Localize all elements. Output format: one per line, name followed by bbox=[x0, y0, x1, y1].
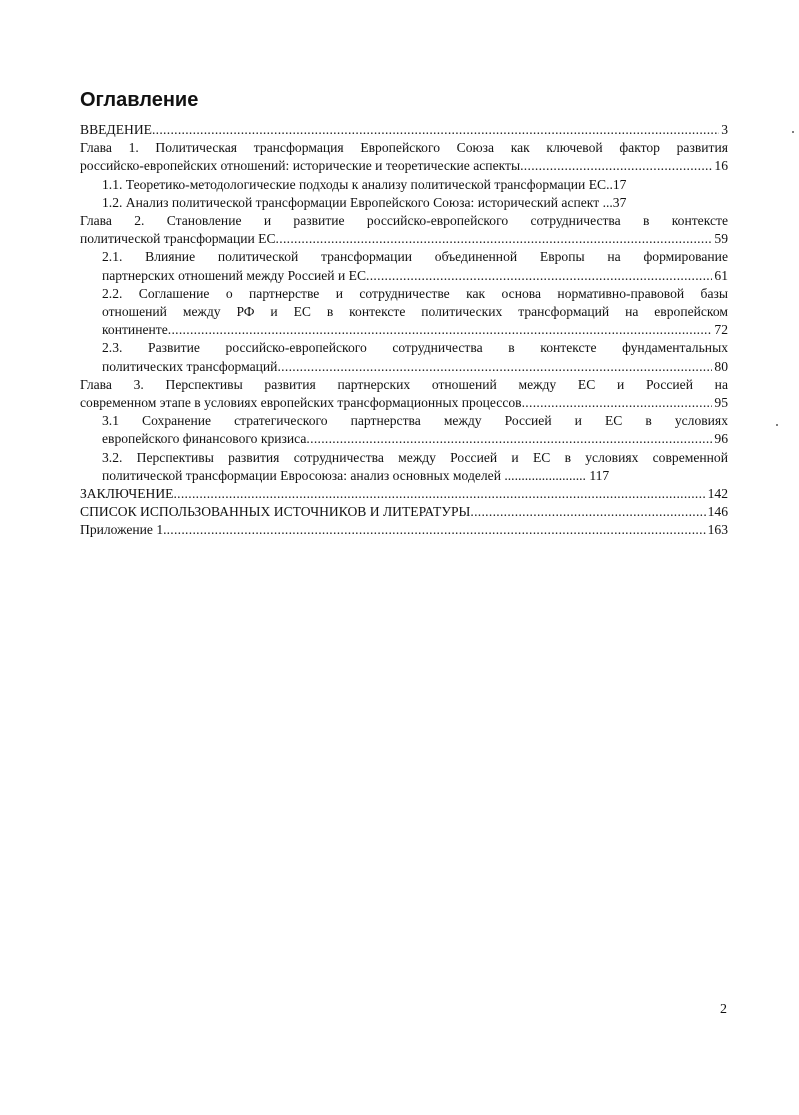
toc-entry-title-line-2: отношений между РФ и ЕС в контексте политических трансформаций на европейском bbox=[102, 304, 728, 320]
toc-entry-page: 16 bbox=[714, 158, 728, 174]
toc-entry-page: 96 bbox=[714, 431, 728, 447]
toc-entry-title-line-1: 2.3. Развитие российско-европейского сотрудничества в контексте фундаментальных bbox=[102, 340, 728, 356]
toc-entry-title: Приложение 1. bbox=[80, 522, 167, 538]
toc-entry-page: 146 bbox=[707, 504, 728, 520]
toc-entry-page: 61 bbox=[714, 267, 728, 283]
toc-entry-title-line-1: Глава 2. Становление и развитие российско-европейского сотрудничества в контексте bbox=[80, 213, 728, 229]
page-number: 2 bbox=[720, 1002, 727, 1017]
toc-entry-title: СПИСОК ИСПОЛЬЗОВАННЫХ ИСТОЧНИКОВ И ЛИТЕРАТУРЫ bbox=[80, 504, 471, 520]
dot-leader bbox=[470, 503, 705, 521]
toc-entry-section-2-3[interactable] bbox=[80, 339, 728, 375]
toc-entry-chapter-3[interactable] bbox=[80, 376, 728, 412]
toc-entry-section-2-1[interactable] bbox=[80, 248, 728, 284]
dot-leader bbox=[306, 430, 712, 448]
toc-entry-title-line-1: Глава 1. Политическая трансформация Европейского Союза как ключевой фактор развития bbox=[80, 140, 728, 156]
toc-entry-title-line-2: современном этапе в условиях европейских трансформационных процессов bbox=[80, 395, 522, 411]
dot-leader bbox=[173, 485, 705, 503]
toc-entry-title: ВВЕДЕНИЕ bbox=[80, 122, 152, 137]
toc-entry-appendix[interactable] bbox=[80, 521, 728, 539]
toc-entry-title-line-3: континенте bbox=[102, 322, 168, 338]
toc-entry-page: 95 bbox=[714, 395, 728, 411]
dot-leader bbox=[366, 267, 712, 285]
toc-entry-title-line-1: 2.2. Соглашение о партнерстве и сотрудничестве как основа нормативно-правовой базы bbox=[102, 285, 728, 301]
toc-entry-title-line-2: политической трансформации Евросоюза: анализ основных моделей ........................ 117 bbox=[102, 467, 610, 483]
dot-leader bbox=[152, 121, 719, 139]
toc-entry-section-2-2[interactable] bbox=[80, 285, 728, 340]
toc-entry-section-3-2[interactable] bbox=[80, 449, 728, 485]
dot-leader bbox=[276, 230, 713, 248]
toc-entry-sources[interactable] bbox=[80, 503, 728, 521]
toc-entry-title-line-1: Глава 3. Перспективы развития партнерских отношений между ЕС и Россией на bbox=[80, 376, 728, 392]
dot-leader bbox=[522, 394, 713, 412]
toc-entry-section-1-2[interactable] bbox=[80, 194, 728, 212]
toc-entry-title-line-1: 2.1. Влияние политической трансформации объединенной Европы на формирование bbox=[102, 249, 728, 265]
toc-entry-page: 163 bbox=[707, 522, 728, 538]
toc-entry-introduction[interactable] bbox=[80, 121, 728, 139]
toc-entry-page: 80 bbox=[714, 358, 728, 374]
dot-leader bbox=[520, 157, 712, 175]
toc-entry-title-line-2: европейского финансового кризиса bbox=[102, 431, 307, 447]
scan-speck bbox=[776, 424, 778, 426]
toc-entry-page: 59 bbox=[714, 231, 728, 247]
toc-entry-title-line-2: партнерских отношений между Россией и ЕС bbox=[102, 267, 367, 283]
toc-entry-title-line-2: политических трансформаций bbox=[102, 358, 278, 374]
toc-entry-page: 72 bbox=[714, 322, 728, 338]
dot-leader bbox=[277, 358, 712, 376]
toc-entry-title-line-2: российско-европейских отношений: исторические и теоретические аспекты bbox=[80, 158, 521, 174]
toc-entry-page: 142 bbox=[707, 486, 728, 502]
toc-entry-title-line-1: 3.2. Перспективы развития сотрудничества между Россией и ЕС в условиях современной bbox=[102, 449, 728, 465]
toc-heading: Оглавление bbox=[80, 89, 199, 111]
toc-entry-chapter-1[interactable] bbox=[80, 139, 728, 175]
toc-entry-title-line-1: 3.1 Сохранение стратегического партнерства между Россией и ЕС в условиях bbox=[102, 413, 728, 429]
toc-entry-page: 3 bbox=[721, 122, 728, 137]
toc-entry-title: 1.1. Теоретико-методологические подходы к анализу политической трансформации ЕС..17 bbox=[102, 176, 627, 192]
scan-speck bbox=[792, 131, 794, 133]
toc-entry-section-3-1[interactable] bbox=[80, 412, 728, 448]
toc-entry-title: ЗАКЛЮЧЕНИЕ bbox=[80, 486, 174, 502]
toc-entry-section-1-1[interactable] bbox=[80, 176, 728, 194]
toc-entry-title: 1.2. Анализ политической трансформации Европейского Союза: исторический аспект ...37 bbox=[102, 194, 627, 210]
table-of-contents bbox=[80, 121, 728, 540]
toc-entry-title-line-2: политической трансформации ЕС bbox=[80, 231, 276, 247]
dot-leader bbox=[168, 321, 713, 339]
dot-leader bbox=[167, 521, 706, 539]
toc-entry-chapter-2[interactable] bbox=[80, 212, 728, 248]
toc-entry-conclusion[interactable] bbox=[80, 485, 728, 503]
